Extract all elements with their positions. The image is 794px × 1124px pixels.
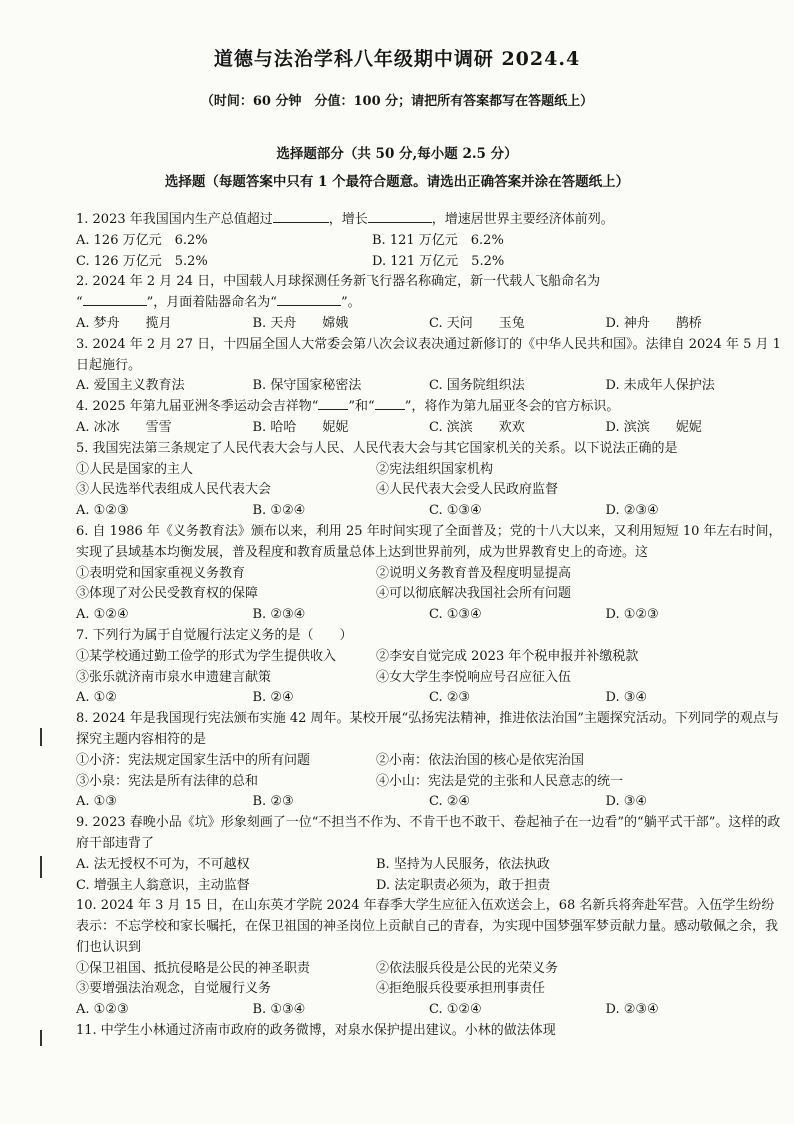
statement-item: ①某学校通过勤工俭学的形式为学生提供收入 [76, 648, 337, 664]
option-b: B. ①②④ [252, 503, 306, 519]
option-a: A. ①②④ [76, 607, 129, 623]
question-text: 10. 2024 年 3 月 15 日，在山东英才学院 2024 年春季大学生应征入伍欢送会上，68 名新兵将奔赴军营。入伍学生纷纷表示：不忘学校和家长嘱托，在保卫祖国的神圣岗位上贡献自己的青春，为实现中国梦强军梦贡献力量。感动敬佩之余，我们也认识到 [76, 898, 779, 955]
option-a: A. ①②③ [76, 1002, 129, 1018]
option-b: B. 保守国家秘密法 [252, 378, 362, 394]
answer-blank [368, 210, 432, 223]
option-a: A. 法无授权不可为，不可越权 [76, 856, 250, 872]
question-9 [76, 813, 782, 896]
option-a: A. ①②③ [76, 503, 129, 519]
margin-mark [40, 856, 42, 878]
statement-item: ①小济：宪法规定国家生活中的所有问题 [76, 752, 311, 768]
option-d: D. 法定职责必须为，敢于担责 [376, 877, 551, 893]
question-text: ”。 [340, 295, 361, 311]
option-d: D. ②③④ [605, 503, 659, 519]
option-a: A. 梦舟 揽月 [76, 315, 172, 331]
statement-item: ③体现了对公民受教育权的保障 [76, 586, 259, 602]
statement-item: ④女大学生李悦响应号召应征入伍 [376, 669, 572, 685]
statement-item: ②宪法组织国家机构 [376, 461, 494, 477]
option-a: A. 爱国主义教育法 [76, 378, 185, 394]
option-b: B. ②④ [252, 690, 294, 706]
statement-item: ④可以彻底解决我国社会所有问题 [376, 586, 572, 602]
question-text: 11. 中学生小林通过济南市政府的政务微博，对泉水保护提出建议。小林的做法体现 [76, 1023, 556, 1039]
option-c: C. 滨滨 欢欢 [429, 419, 525, 435]
question-text: 6. 自 1986 年《义务教育法》颁布以来，利用 25 年时间实现了全面普及；党的十八大以来，又利用短短 10 年左右时间，实现了县域基本均衡发展，普及程度和教育质量总体上达到世界前列，成为世界教育史上的奇迹。这 [76, 523, 782, 560]
option-d: D. 神舟 鹊桥 [605, 315, 702, 331]
statement-item: ④小山：宪法是党的主张和人民意志的统一 [376, 773, 624, 789]
option-a: A. 冰冰 雪雪 [76, 419, 172, 435]
question-text: 2. 2024 年 2 月 24 日，中国载人月球探测任务新飞行器名称确定，新一代载人飞船命名为 [76, 274, 601, 290]
question-text: ”，月面着陆器命名为“ [146, 295, 277, 311]
statement-item: ③要增强法治观念，自觉履行义务 [76, 981, 272, 997]
question-text: 7. 下列行为属于自觉履行法定义务的是（ ） [76, 627, 353, 643]
question-text: ，增速居世界主要经济体前列。 [431, 212, 614, 227]
option-c: C. ②③ [429, 690, 471, 706]
option-c: C. ①③④ [429, 503, 482, 519]
statement-item: ②说明义务教育普及程度明显提高 [376, 565, 572, 581]
option-b: B. 121 万亿元 6.2% [372, 232, 504, 248]
answer-blank [277, 293, 341, 306]
question-text: 4. 2025 年第九届亚洲冬季运动会吉祥物“ [76, 399, 319, 415]
statement-item: ④人民代表大会受人民政府监督 [376, 482, 559, 498]
option-d: D. ③④ [605, 794, 648, 810]
statement-item: ②小南：依法治国的核心是依宪治国 [376, 752, 585, 768]
statement-item: ④拒绝服兵役要承担刑事责任 [376, 981, 546, 997]
answer-blank [375, 397, 405, 410]
question-text: 3. 2024 年 2 月 27 日，十四届全国人大常委会第八次会议表决通过新修订的《中华人民共和国》。法律自 2024 年 5 月 1 日起施行。 [76, 336, 781, 373]
option-c: C. 126 万亿元 5.2% [76, 253, 208, 269]
question-text: 5. 我国宪法第三条规定了人民代表大会与人民、人民代表大会与其它国家机关的关系。以下说法正确的是 [76, 440, 678, 456]
question-text: ，增长 [328, 212, 368, 227]
question-6 [76, 522, 782, 626]
section-heading: 选择题部分（共 50 分,每小题 2.5 分） [276, 146, 518, 162]
option-c: C. ①③④ [429, 607, 482, 623]
option-b: B. 坚持为人民服务，依法执政 [376, 856, 550, 872]
statement-item: ①保卫祖国、抵抗侵略是公民的神圣职责 [76, 960, 311, 976]
option-d: D. 未成年人保护法 [605, 378, 715, 394]
option-c: C. ①②④ [429, 1002, 482, 1018]
option-c: C. 天问 玉兔 [429, 315, 525, 331]
question-text: ”，将作为第九届亚冬会的官方标识。 [404, 399, 620, 415]
statement-item: ③小泉：宪法是所有法律的总和 [76, 773, 259, 789]
statement-item: ②依法服兵役是公民的光荣义务 [376, 960, 559, 976]
option-c: C. ②④ [429, 794, 471, 810]
option-c: C. 增强主人翁意识，主动监督 [76, 877, 250, 893]
option-a: A. 126 万亿元 6.2% [76, 232, 208, 248]
question-11 [76, 1021, 782, 1042]
option-d: D. ②③④ [605, 1002, 659, 1018]
statement-item: ②李安自觉完成 2023 年个税申报并补缴税款 [376, 648, 639, 664]
answer-blank [83, 293, 147, 306]
question-text: “ [76, 295, 83, 311]
option-d: D. 滨滨 妮妮 [605, 419, 702, 435]
option-d: D. ③④ [605, 690, 648, 706]
question-text: 1. 2023 年我国国内生产总值超过 [76, 212, 273, 227]
statement-item: ①表明党和国家重视义务教育 [76, 565, 246, 581]
option-b: B. ①③④ [252, 1002, 306, 1018]
question-7 [76, 626, 782, 709]
exam-title: 道德与法治学科八年级期中调研 2024.4 [213, 48, 581, 70]
question-text: 8. 2024 年是我国现行宪法颁布实施 42 周年。某校开展“弘扬宪法精神，推进依法治国”主题探究活动。下列同学的观点与探究主题内容相符的是 [76, 711, 779, 747]
question-2 [76, 272, 782, 334]
option-b: B. 天舟 嫦娥 [252, 315, 349, 331]
question-4 [76, 397, 782, 439]
question-1 [76, 210, 782, 272]
statement-item: ③张乐就济南市泉水申遗建言献策 [76, 669, 272, 685]
margin-mark [40, 728, 42, 746]
option-c: C. 国务院组织法 [429, 378, 525, 394]
option-b: B. ②③ [252, 794, 294, 810]
margin-mark [40, 1030, 42, 1046]
statement-item: ③人民选举代表组成人民代表大会 [76, 482, 272, 498]
answer-blank [318, 397, 348, 410]
question-5 [76, 439, 782, 522]
question-text: 9. 2023 春晚小品《坑》形象刻画了一位“不担当不作为、不肯干也不敢干、卷起袖子在一边看”的“躺平式干部”。这样的政府干部违背了 [76, 815, 781, 851]
option-a: A. ①② [76, 690, 117, 706]
exam-subtitle: （时间：60 分钟 分值：100 分；请把所有答案都写在答题纸上） [200, 94, 594, 109]
option-d: D. 121 万亿元 5.2% [372, 253, 505, 269]
option-b: B. ②③④ [252, 607, 306, 623]
question-text: ”和“ [348, 399, 375, 415]
question-10 [76, 896, 782, 1021]
option-d: D. ①②③ [605, 607, 659, 623]
option-b: B. 哈哈 妮妮 [252, 419, 349, 435]
question-8 [76, 709, 782, 813]
section-instruction: 选择题（每题答案中只有 1 个最符合题意。请选出正确答案并涂在答题纸上） [164, 174, 630, 190]
question-list [76, 210, 782, 1042]
statement-item: ①人民是国家的主人 [76, 461, 194, 477]
option-a: A. ①③ [76, 794, 117, 810]
question-3 [76, 335, 782, 397]
answer-blank [273, 210, 329, 223]
